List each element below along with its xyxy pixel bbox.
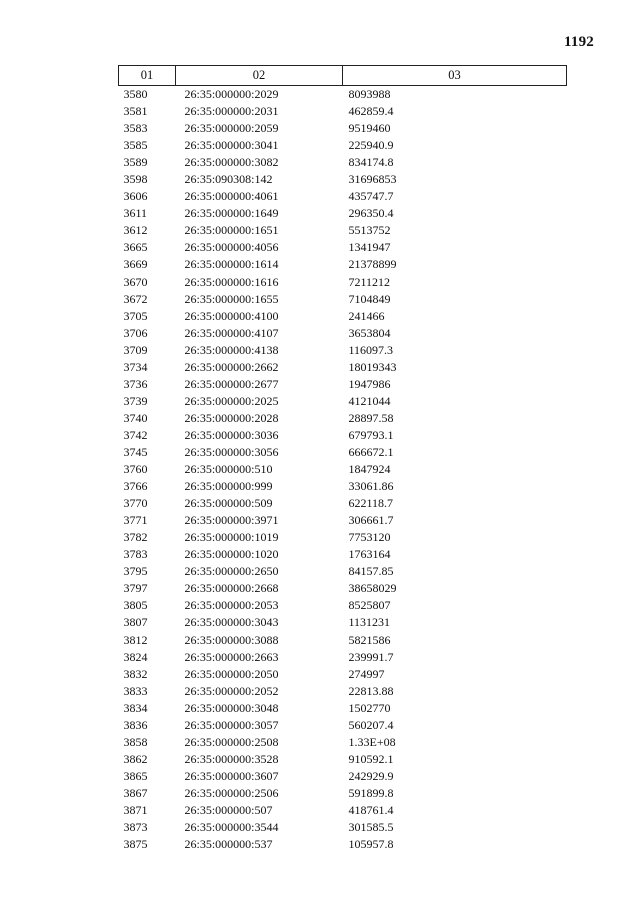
table-row [119,632,567,649]
table-cell-col-01: 3795 [123,564,148,579]
table-row [119,836,567,853]
table-cell-col-01: 3740 [123,410,148,425]
table-cell-col-03: 1502770 [348,700,391,715]
column-header-03: 03 [343,66,567,86]
table-cell-col-02: 26:35:000000:1649 [184,206,279,221]
table-row [119,325,567,342]
table-row [119,666,567,683]
header-row [119,66,567,86]
table-cell-col-01: 3742 [123,427,148,442]
table-cell-col-03: 5821586 [348,632,391,647]
table-cell-col-01: 3836 [123,717,148,732]
table-cell-col-02: 26:35:000000:2668 [184,581,279,596]
table-row [119,103,567,120]
table-cell-col-02: 26:35:000000:1651 [184,223,279,238]
table-cell-col-01: 3875 [123,837,148,852]
table-cell-col-01: 3833 [123,683,148,698]
table-row [119,580,567,597]
table-cell-col-02: 26:35:000000:4056 [184,240,279,255]
table-cell-col-03: 1131231 [348,615,391,630]
table-header [119,66,567,86]
table-cell-col-02: 26:35:000000:3088 [184,632,279,647]
table-row [119,495,567,512]
table-cell-col-02: 26:35:000000:1616 [184,274,279,289]
table-cell-col-03: 33061.86 [348,479,394,494]
table-cell-col-03: 5513752 [348,223,391,238]
table-cell-col-03: 591899.8 [348,785,394,800]
table-row [119,342,567,359]
data-table [118,65,567,853]
table-row [119,359,567,376]
table-cell-col-03: 296350.4 [348,206,394,221]
table-cell-col-03: 1947986 [348,376,391,391]
table-cell-col-02: 26:35:000000:3036 [184,427,279,442]
table-cell-col-02: 26:35:000000:2029 [184,87,279,102]
table-row [119,734,567,751]
table-cell-col-03: 7211212 [348,274,391,289]
table-row [119,546,567,563]
table-row [119,444,567,461]
table-cell-col-03: 116097.3 [348,342,394,357]
table-cell-col-01: 3706 [123,325,148,340]
table-row [119,768,567,785]
table-cell-col-01: 3736 [123,376,148,391]
table-cell-col-01: 3782 [123,530,148,545]
table-cell-col-03: 38658029 [348,581,397,596]
table-row [119,393,567,410]
table-cell-col-02: 26:35:000000:999 [184,479,273,494]
table-row [119,274,567,291]
table-cell-col-02: 26:35:000000:2050 [184,666,279,681]
table-cell-col-02: 26:35:000000:2052 [184,683,279,698]
table-row [119,239,567,256]
table-cell-col-03: 666672.1 [348,445,394,459]
table-body [119,86,567,854]
table-cell-col-01: 3834 [123,700,148,715]
table-cell-col-01: 3771 [123,513,148,528]
table-cell-col-03: 28897.58 [348,410,394,425]
table-row [119,529,567,546]
table-cell-col-02: 26:35:000000:4107 [184,325,279,340]
table-cell-col-01: 3865 [123,768,148,783]
table-cell-col-03: 242929.9 [348,768,394,783]
table-cell-col-02: 26:35:000000:509 [184,496,273,511]
table-cell-col-02: 26:35:000000:2025 [184,393,279,408]
table-cell-col-03: 306661.7 [348,513,394,528]
table-row [119,563,567,580]
table-cell-col-02: 26:35:000000:3041 [184,138,279,153]
table-cell-col-03: 241466 [348,308,385,323]
table-row [119,308,567,325]
table-cell-col-01: 3812 [123,632,148,647]
table-cell-col-03: 7753120 [348,530,391,545]
table-cell-col-03: 21378899 [348,257,397,272]
table-row [119,171,567,188]
table-cell-col-03: 560207.4 [348,717,394,732]
table-cell-col-02: 26:35:000000:3048 [184,700,279,715]
table-cell-col-03: 8093988 [348,87,391,102]
table-cell-col-02: 26:35:000000:537 [184,837,273,852]
table-row [119,188,567,205]
table-row [119,700,567,717]
table-row [119,614,567,631]
table-cell-col-01: 3734 [123,359,148,374]
column-header-01: 01 [119,66,176,86]
table-cell-col-02: 26:35:000000:2508 [184,734,279,749]
table-cell-col-01: 3873 [123,820,148,835]
table-cell-col-02: 26:35:000000:510 [184,462,273,477]
table-row [119,256,567,273]
table-cell-col-01: 3797 [123,581,148,596]
table-cell-col-01: 3705 [123,308,148,323]
table-cell-col-01: 3871 [123,802,148,817]
table-cell-col-03: 105957.8 [348,837,394,852]
table-cell-col-02: 26:35:000000:4138 [184,342,279,357]
table-row [119,120,567,137]
table-cell-col-02: 26:35:000000:2053 [184,598,279,613]
table-row [119,86,567,104]
table-cell-col-01: 3807 [123,615,148,630]
table-cell-col-01: 3832 [123,666,148,681]
table-row [119,427,567,444]
table-cell-col-01: 3581 [123,104,148,119]
table-cell-col-03: 84157.85 [348,564,394,579]
table-cell-col-03: 7104849 [348,291,391,306]
table-cell-col-03: 1.33E+08 [348,734,396,749]
table-cell-col-02: 26:35:000000:4061 [184,189,279,204]
table-row [119,478,567,495]
table-cell-col-03: 225940.9 [348,138,394,153]
table-row [119,819,567,836]
table-cell-col-03: 1847924 [348,462,391,477]
table-cell-col-01: 3858 [123,734,148,749]
table-cell-col-02: 26:35:000000:1655 [184,291,279,306]
table-cell-col-02: 26:35:000000:2662 [184,359,279,374]
table-cell-col-03: 910592.1 [348,751,394,766]
table-cell-col-01: 3709 [123,342,148,357]
page-number: 1192 [564,34,594,50]
table-row [119,802,567,819]
column-header-02: 02 [176,66,343,86]
table-cell-col-02: 26:35:000000:3971 [184,513,279,528]
table-cell-col-03: 462859.4 [348,104,394,119]
table-cell-col-01: 3580 [123,87,148,102]
table-row [119,291,567,308]
table-cell-col-03: 3653804 [348,325,391,340]
table-cell-col-02: 26:35:090308:142 [184,172,273,187]
table-cell-col-02: 26:35:000000:3082 [184,155,279,170]
table-row [119,154,567,171]
table-cell-col-02: 26:35:000000:2028 [184,410,279,425]
table-row [119,597,567,614]
table-cell-col-01: 3598 [123,172,148,187]
table-cell-col-01: 3583 [123,121,148,136]
table-cell-col-01: 3670 [123,274,148,289]
table-cell-col-02: 26:35:000000:4100 [184,308,279,323]
table-cell-col-03: 22813.88 [348,683,394,698]
table-cell-col-02: 26:35:000000:3528 [184,751,279,766]
table-cell-col-03: 239991.7 [348,649,394,664]
table-cell-col-02: 26:35:000000:3057 [184,717,279,732]
table-cell-col-01: 3672 [123,291,148,306]
table-cell-col-01: 3760 [123,462,148,477]
table-cell-col-03: 274997 [348,666,385,681]
table-cell-col-02: 26:35:000000:2059 [184,121,279,136]
table-row [119,785,567,802]
table-cell-col-02: 26:35:000000:1614 [184,257,279,272]
table-cell-col-01: 3739 [123,393,148,408]
table-cell-col-03: 1341947 [348,240,391,255]
table-row [119,376,567,393]
table-cell-col-01: 3589 [123,155,148,170]
table-cell-col-02: 26:35:000000:507 [184,802,273,817]
table-cell-col-03: 8525807 [348,598,391,613]
table-row [119,410,567,427]
table-row [119,751,567,768]
table-cell-col-02: 26:35:000000:3544 [184,820,279,835]
table-row [119,461,567,478]
table-cell-col-01: 3585 [123,138,148,153]
table-cell-col-03: 4121044 [348,393,391,408]
table-cell-col-03: 435747.7 [348,189,394,204]
table-cell-col-02: 26:35:000000:3043 [184,615,279,630]
table-cell-col-03: 9519460 [348,121,391,136]
table-cell-col-01: 3669 [123,257,148,272]
table-cell-col-02: 26:35:000000:1020 [184,547,279,562]
table-cell-col-01: 3611 [123,206,148,221]
table-row [119,512,567,529]
table-cell-col-03: 834174.8 [348,155,394,170]
table-row [119,205,567,222]
table-cell-col-01: 3805 [123,598,148,613]
table-cell-col-03: 301585.5 [348,820,394,835]
table-cell-col-03: 679793.1 [348,427,394,442]
table-cell-col-01: 3824 [123,649,148,664]
table-row [119,683,567,700]
table-cell-col-02: 26:35:000000:3056 [184,445,279,459]
table-cell-col-02: 26:35:000000:3607 [184,768,279,783]
table-cell-col-02: 26:35:000000:1019 [184,530,279,545]
table-cell-col-01: 3766 [123,479,148,494]
table-row [119,137,567,154]
table-row [119,717,567,734]
table-cell-col-02: 26:35:000000:2506 [184,785,279,800]
table-cell-col-02: 26:35:000000:2677 [184,376,279,391]
table-cell-col-01: 3867 [123,785,148,800]
table-cell-col-02: 26:35:000000:2663 [184,649,279,664]
table-cell-col-01: 3862 [123,751,148,766]
table-cell-col-01: 3783 [123,547,148,562]
table-cell-col-03: 418761.4 [348,802,394,817]
table-cell-col-03: 18019343 [348,359,397,374]
table-cell-col-01: 3745 [123,445,148,459]
table-cell-col-03: 31696853 [348,172,397,187]
table-cell-col-03: 1763164 [348,547,391,562]
table-cell-col-02: 26:35:000000:2650 [184,564,279,579]
table-cell-col-01: 3612 [123,223,148,238]
table-cell-col-01: 3606 [123,189,148,204]
table-cell-col-02: 26:35:000000:2031 [184,104,279,119]
table-row [119,649,567,666]
table-cell-col-01: 3665 [123,240,148,255]
table-cell-col-01: 3770 [123,496,148,511]
table-row [119,222,567,239]
table-cell-col-03: 622118.7 [348,496,394,511]
